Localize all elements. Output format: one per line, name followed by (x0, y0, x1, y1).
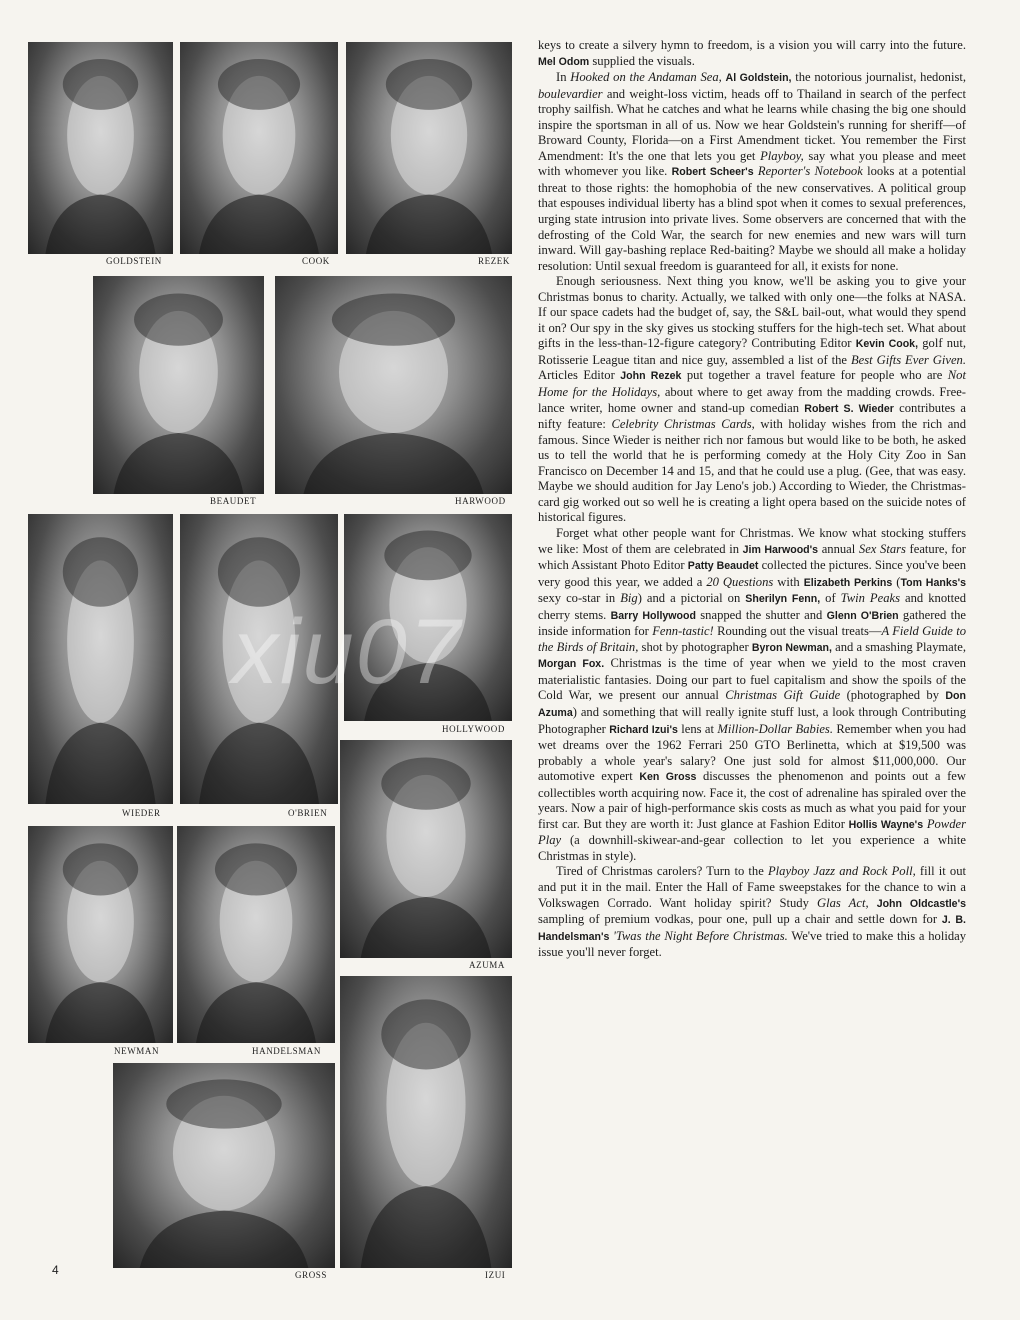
person-name: Robert Scheer's (671, 166, 754, 179)
text-run: shot by photographer (638, 639, 752, 654)
feature-title: 20 Questions (706, 574, 774, 589)
text-run: feature, for which Assistant Photo Editor (538, 541, 966, 573)
text-run: We've tried to make this a holiday issue you'll never forget. (538, 928, 966, 960)
photo-newman (28, 826, 173, 1043)
text-run: keys to create a silvery hymn to freedom, is a vision you will carry into the future. (538, 38, 966, 52)
person-name: Jim Harwood's (742, 543, 819, 556)
text-run: (a downhill-skiwear-and-gear collection to let you experience a white Christmas in style). (538, 833, 966, 863)
person-name: Barry Hollywood (610, 609, 696, 622)
text-run: In (556, 70, 571, 85)
photo-obrien (180, 514, 338, 804)
person-name: Patty Beaudet (687, 560, 759, 573)
article-paragraph (538, 274, 966, 526)
article-paragraph (538, 864, 966, 960)
text-run: (photographed by (840, 688, 946, 703)
photo-wieder (28, 514, 173, 804)
feature-title: Christmas Gift Guide (725, 688, 841, 703)
feature-title: Sex Stars (858, 541, 906, 556)
person-name: Byron Newman, (751, 641, 832, 654)
person-name: Kevin Cook, (855, 338, 919, 351)
caption-gross: GROSS (295, 1270, 328, 1280)
text-run: Enough seriousness. Next thing you know, we'll be asking you to give your Christmas bonus to charity. Actually, we talked with only one—the folks at NASA. If our space cadets had the budget of, say, the S&L bail-out, what would they spend it on? Our spy in the sky gives us stocking stuffers for the high-tech set. What about gifts in the less-than-12-figure category? Contributing Editor (538, 274, 966, 351)
text-run: contributes a nifty feature: (538, 400, 966, 432)
photo-harwood (275, 276, 512, 494)
feature-title: Playboy Jazz and Rock Poll, (767, 864, 916, 879)
feature-title: Powder Play (538, 816, 966, 848)
photo-hollywood (344, 514, 512, 721)
text-run: discusses the phenomenon and points out a few collectibles worth acquiring now. Face it, the cost of adrenaline has spiraled over the years. Now a pair of high-performance skis costs as much as what you paid for your first car. But they are worth it: Just glance at Fashion Editor (538, 769, 966, 831)
person-name: Don Azuma (538, 690, 966, 719)
text-run: snapped the shutter and (695, 607, 827, 622)
caption-cook: COOK (302, 256, 330, 266)
text-run: Tired of Christmas carolers? Turn to the (556, 864, 768, 879)
text-run: gathered the inside information for (538, 607, 966, 639)
text-run: with (773, 574, 804, 589)
text-run: with holiday wishes from the rich and famous. Since Wieder is neither rich nor famous but would like to be both, he asked us to tell the world that he is performing comedy at the Holy City Zoo in San Francisco on December 14 and 15, and that he could use a plug. (Gee, that was easy. Maybe we should audition for Jay Leno's job.) According to Wieder, the Christmas-card gig worked out so well he is creating a light opera based on the suicide notes of historical figures. (538, 417, 966, 525)
text-run: ) and a pictorial on (637, 591, 746, 606)
caption-rezek: REZEK (478, 256, 510, 266)
feature-title: Best Gifts Ever Given. (850, 352, 966, 367)
person-name: Tom Hanks's (900, 576, 967, 589)
caption-hollywood: HOLLYWOOD (442, 724, 505, 734)
watermark-text: xiu07 (232, 601, 462, 703)
caption-goldstein: GOLDSTEIN (106, 256, 162, 266)
text-run: put together a travel feature for people who are (681, 368, 948, 383)
photo-cook (180, 42, 338, 254)
article-paragraph (538, 70, 966, 274)
caption-handelsman: HANDELSMAN (252, 1046, 321, 1056)
feature-title: boulevardier (538, 86, 603, 101)
feature-title: Hooked on the Andaman Sea, (570, 70, 722, 85)
caption-harwood: HARWOOD (455, 496, 506, 506)
photo-izui (340, 976, 512, 1268)
photo-gross (113, 1063, 335, 1268)
text-run: say what you please and meet with whomever you like. (538, 148, 966, 179)
person-name: J. B. Handelsman's (538, 914, 966, 943)
text-run: ) and something that will really ignite stuff lust, a look through Contributing Photographer (538, 704, 966, 736)
text-run: and weight-loss victim, heads off to Thailand in search of the perfect trophy sailfish. What he catches and what he learns while chasing the big one should inspire the sportsman in all of us. Now we hear Goldstein's running for sheriff—of Broward County, Florida—on a First Amendment ticket. You remember the First Amendment: It's the one that lets you get (538, 86, 966, 163)
caption-azuma: AZUMA (469, 960, 505, 970)
feature-title: Big (620, 591, 638, 606)
feature-title: Glas Act, (817, 895, 869, 910)
photo-goldstein (28, 42, 173, 254)
text-run: sampling of premium vodkas, pour one, pull up a chair and settle down for (538, 912, 942, 927)
feature-title: 'Twas the Night Before Christmas. (613, 928, 788, 943)
photo-rezek (346, 42, 512, 254)
feature-title: Fenn-tastic! (652, 624, 714, 639)
article-body (538, 38, 966, 961)
text-run: Christmas is the time of year when we yield to the most craven materialistic fantasies. Doing our part to fuel capitalism and show the spoils of the Cold War, we present our annual (538, 656, 966, 703)
feature-title: A Field Guide to the Birds of Britain, (538, 624, 967, 654)
page-number: 4 (52, 1263, 59, 1277)
photo-azuma (340, 740, 512, 958)
feature-title: Twin Peaks (840, 591, 901, 606)
person-name: Hollis Wayne's (848, 818, 924, 831)
text-run: and a smashing Playmate, (831, 639, 966, 654)
article-paragraph (538, 38, 966, 70)
text-run: annual (818, 541, 859, 556)
photo-handelsman (177, 826, 335, 1043)
feature-title: Celebrity Christmas Cards, (611, 417, 755, 432)
feature-title: Not Home for the Holidays, (538, 368, 966, 400)
caption-wieder: WIEDER (122, 808, 161, 818)
person-name: Elizabeth Perkins (803, 576, 893, 589)
text-run: golf nut, Rotisserie League titan and nice guy, assembled a list of the (538, 336, 966, 367)
person-name: Morgan Fox. (538, 658, 605, 671)
person-name: Robert S. Wieder (804, 402, 894, 415)
text-run: of (820, 591, 841, 606)
article-paragraph (538, 526, 966, 864)
person-name: Glenn O'Brien (826, 609, 899, 622)
text-run (869, 896, 877, 910)
person-name: Ken Gross (639, 771, 697, 784)
text-run: fill it out and put it in the mail. Enter the Hall of Fame sweepstakes for the chance to win a Volkswagen Corrado. Want holiday spirit? Study (538, 864, 966, 910)
text-run: Remember when you had wet dreams over the 1962 Ferrari 250 GTO Berlinetta, which at $19,500 was probably a whole year's salary? One just sold for almost $11,000,000. Our automotive expert (538, 721, 967, 784)
text-run: collected the pictures. Since you've been very good this year, we added a (538, 558, 966, 589)
person-name: John Rezek (620, 370, 682, 383)
text-run: the notorious journalist, hedonist, (791, 70, 966, 85)
caption-obrien: O'BRIEN (288, 808, 328, 818)
text-run: lens at (677, 721, 718, 736)
feature-title: Playboy, (760, 148, 804, 163)
caption-beaudet: BEAUDET (210, 496, 257, 506)
text-run: ( (892, 574, 901, 589)
person-name: Sherilyn Fenn, (745, 593, 821, 606)
caption-newman: NEWMAN (114, 1046, 160, 1056)
text-run: sexy co-star in (538, 591, 621, 606)
text-run: Rounding out the visual treats— (713, 624, 882, 639)
text-run: supplied the visuals. (589, 53, 695, 68)
person-name: John Oldcastle's (876, 897, 966, 910)
text-run: about where to get away from the madding crowds. Free-lance writer, home owner and stand-up comedian (538, 385, 966, 415)
person-name: Richard Izui's (609, 723, 678, 736)
text-run: Forget what other people want for Christmas. We know what stocking stuffers we like: Most of them are celebrated in (538, 525, 966, 556)
text-run: Articles Editor (538, 368, 621, 383)
photo-beaudet (93, 276, 264, 494)
feature-title: Million-Dollar Babies. (717, 721, 833, 736)
person-name: Al Goldstein, (725, 72, 792, 85)
person-name: Mel Odom (538, 55, 590, 68)
feature-title: Reporter's Notebook (757, 164, 863, 179)
text-run: and knotted cherry stems. (538, 591, 966, 622)
caption-izui: IZUI (485, 1270, 506, 1280)
text-run: looks at a potential threat to those rights: the homophobia of the new conservatives. A political group that espouses individual liberty has a blind spot when it comes to sexual preferences, urging state intrusion into private lives. Some observers are concerned that with the defrosting of the Cold War, the search for new enemies and new wars will turn inward. Will gay-bashing replace Red-baiting? Maybe we should all make a holiday resolution: Until sexual freedom is guaranteed for all, it exists for none. (538, 164, 966, 273)
